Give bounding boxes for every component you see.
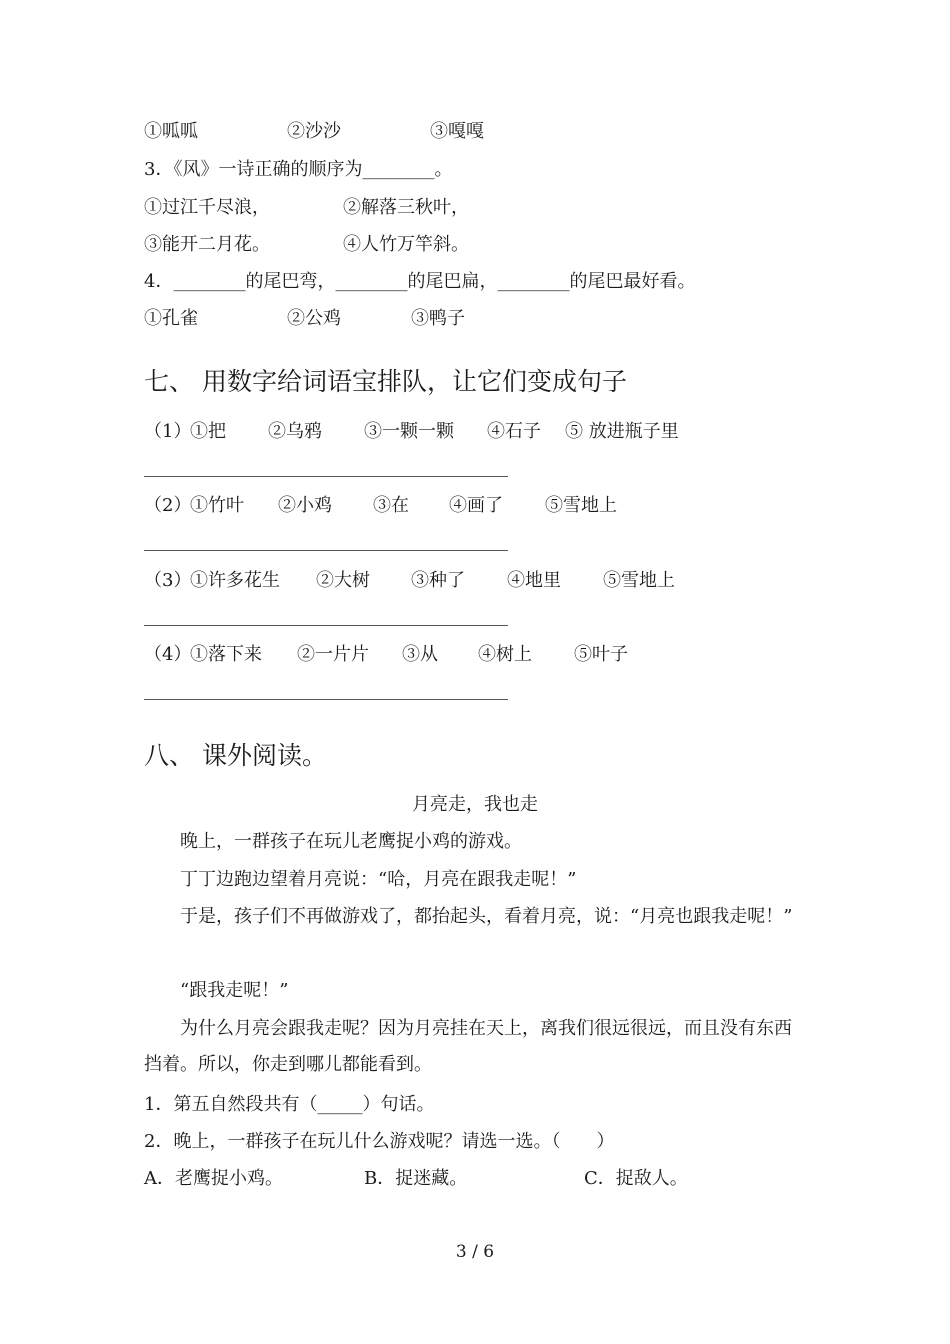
option: ④人竹万竿斜。 [343,234,469,255]
story-paragraph: 丁丁边跑边望着月亮说：“哈，月亮在跟我走呢！” [180,869,577,890]
page-number: 3 / 6 [455,1242,495,1262]
answer-line[interactable] [144,699,508,700]
option: B．捉迷藏。 [364,1168,468,1189]
word: ③种了 [411,570,465,591]
question-stem: 2．晚上，一群孩子在玩儿什么游戏呢？请选一选。（ ） [144,1131,615,1152]
question-stem: 4．________的尾巴弯，________的尾巴扁，________的尾巴最好看。 [144,271,696,292]
answer-line[interactable] [144,550,508,551]
word: ⑤ 放进瓶子里 [565,421,679,442]
question-stem: 3．《风》一诗正确的顺序为________。 [144,159,453,180]
word: ④石子 [487,421,541,442]
question-stem: 1．第五自然段共有（_____）句话。 [144,1094,435,1115]
word: ④树上 [478,644,532,665]
word: ②乌鸦 [268,421,322,442]
word: ②大树 [316,570,370,591]
option: ③嘎嘎 [430,121,484,142]
option: ②公鸡 [287,308,341,329]
section-heading: 七、 用数字给词语宝排队，让它们变成句子 [144,367,627,396]
section-heading: 八、 课外阅读。 [144,741,327,770]
word: ⑤雪地上 [545,495,617,516]
option: ①孔雀 [144,308,198,329]
option: ③能开二月花。 [144,234,270,255]
word: ②小鸡 [278,495,332,516]
story-paragraph: “跟我走呢！” [180,980,289,1001]
option: ①过江千尽浪， [144,197,270,218]
story-paragraph: 于是，孩子们不再做游戏了，都抬起头，看着月亮，说：“月亮也跟我走呢！” [180,906,793,927]
word: ④地里 [507,570,561,591]
story-title: 月亮走，我也走 [412,794,538,815]
answer-line[interactable] [144,476,508,477]
word: ②一片片 [297,644,369,665]
option: ③鸭子 [411,308,465,329]
word: ⑤叶子 [574,644,628,665]
word: ①落下来 [190,644,262,665]
word: ③从 [402,644,438,665]
word: ③一颗一颗 [364,421,454,442]
word: ①竹叶 [190,495,244,516]
word: ⑤雪地上 [603,570,675,591]
word: ③在 [373,495,409,516]
story-paragraph: 晚上，一群孩子在玩儿老鹰捉小鸡的游戏。 [180,831,522,852]
option: C．捉敌人。 [584,1168,688,1189]
item-number: （1） [144,421,192,442]
option: A．老鹰捉小鸡。 [144,1168,283,1189]
option: ②沙沙 [287,121,341,142]
answer-line[interactable] [144,625,508,626]
word: ①把 [190,421,226,442]
word: ④画了 [449,495,503,516]
item-number: （4） [144,644,192,665]
option: ②解落三秋叶， [343,197,469,218]
option: ①呱呱 [144,121,198,142]
story-paragraph: 为什么月亮会跟我走呢？因为月亮挂在天上，离我们很远很远，而且没有东西挡着。所以，你走到哪儿都能看到。 [144,1018,792,1075]
word: ①许多花生 [190,570,280,591]
item-number: （3） [144,570,192,591]
item-number: （2） [144,495,192,516]
